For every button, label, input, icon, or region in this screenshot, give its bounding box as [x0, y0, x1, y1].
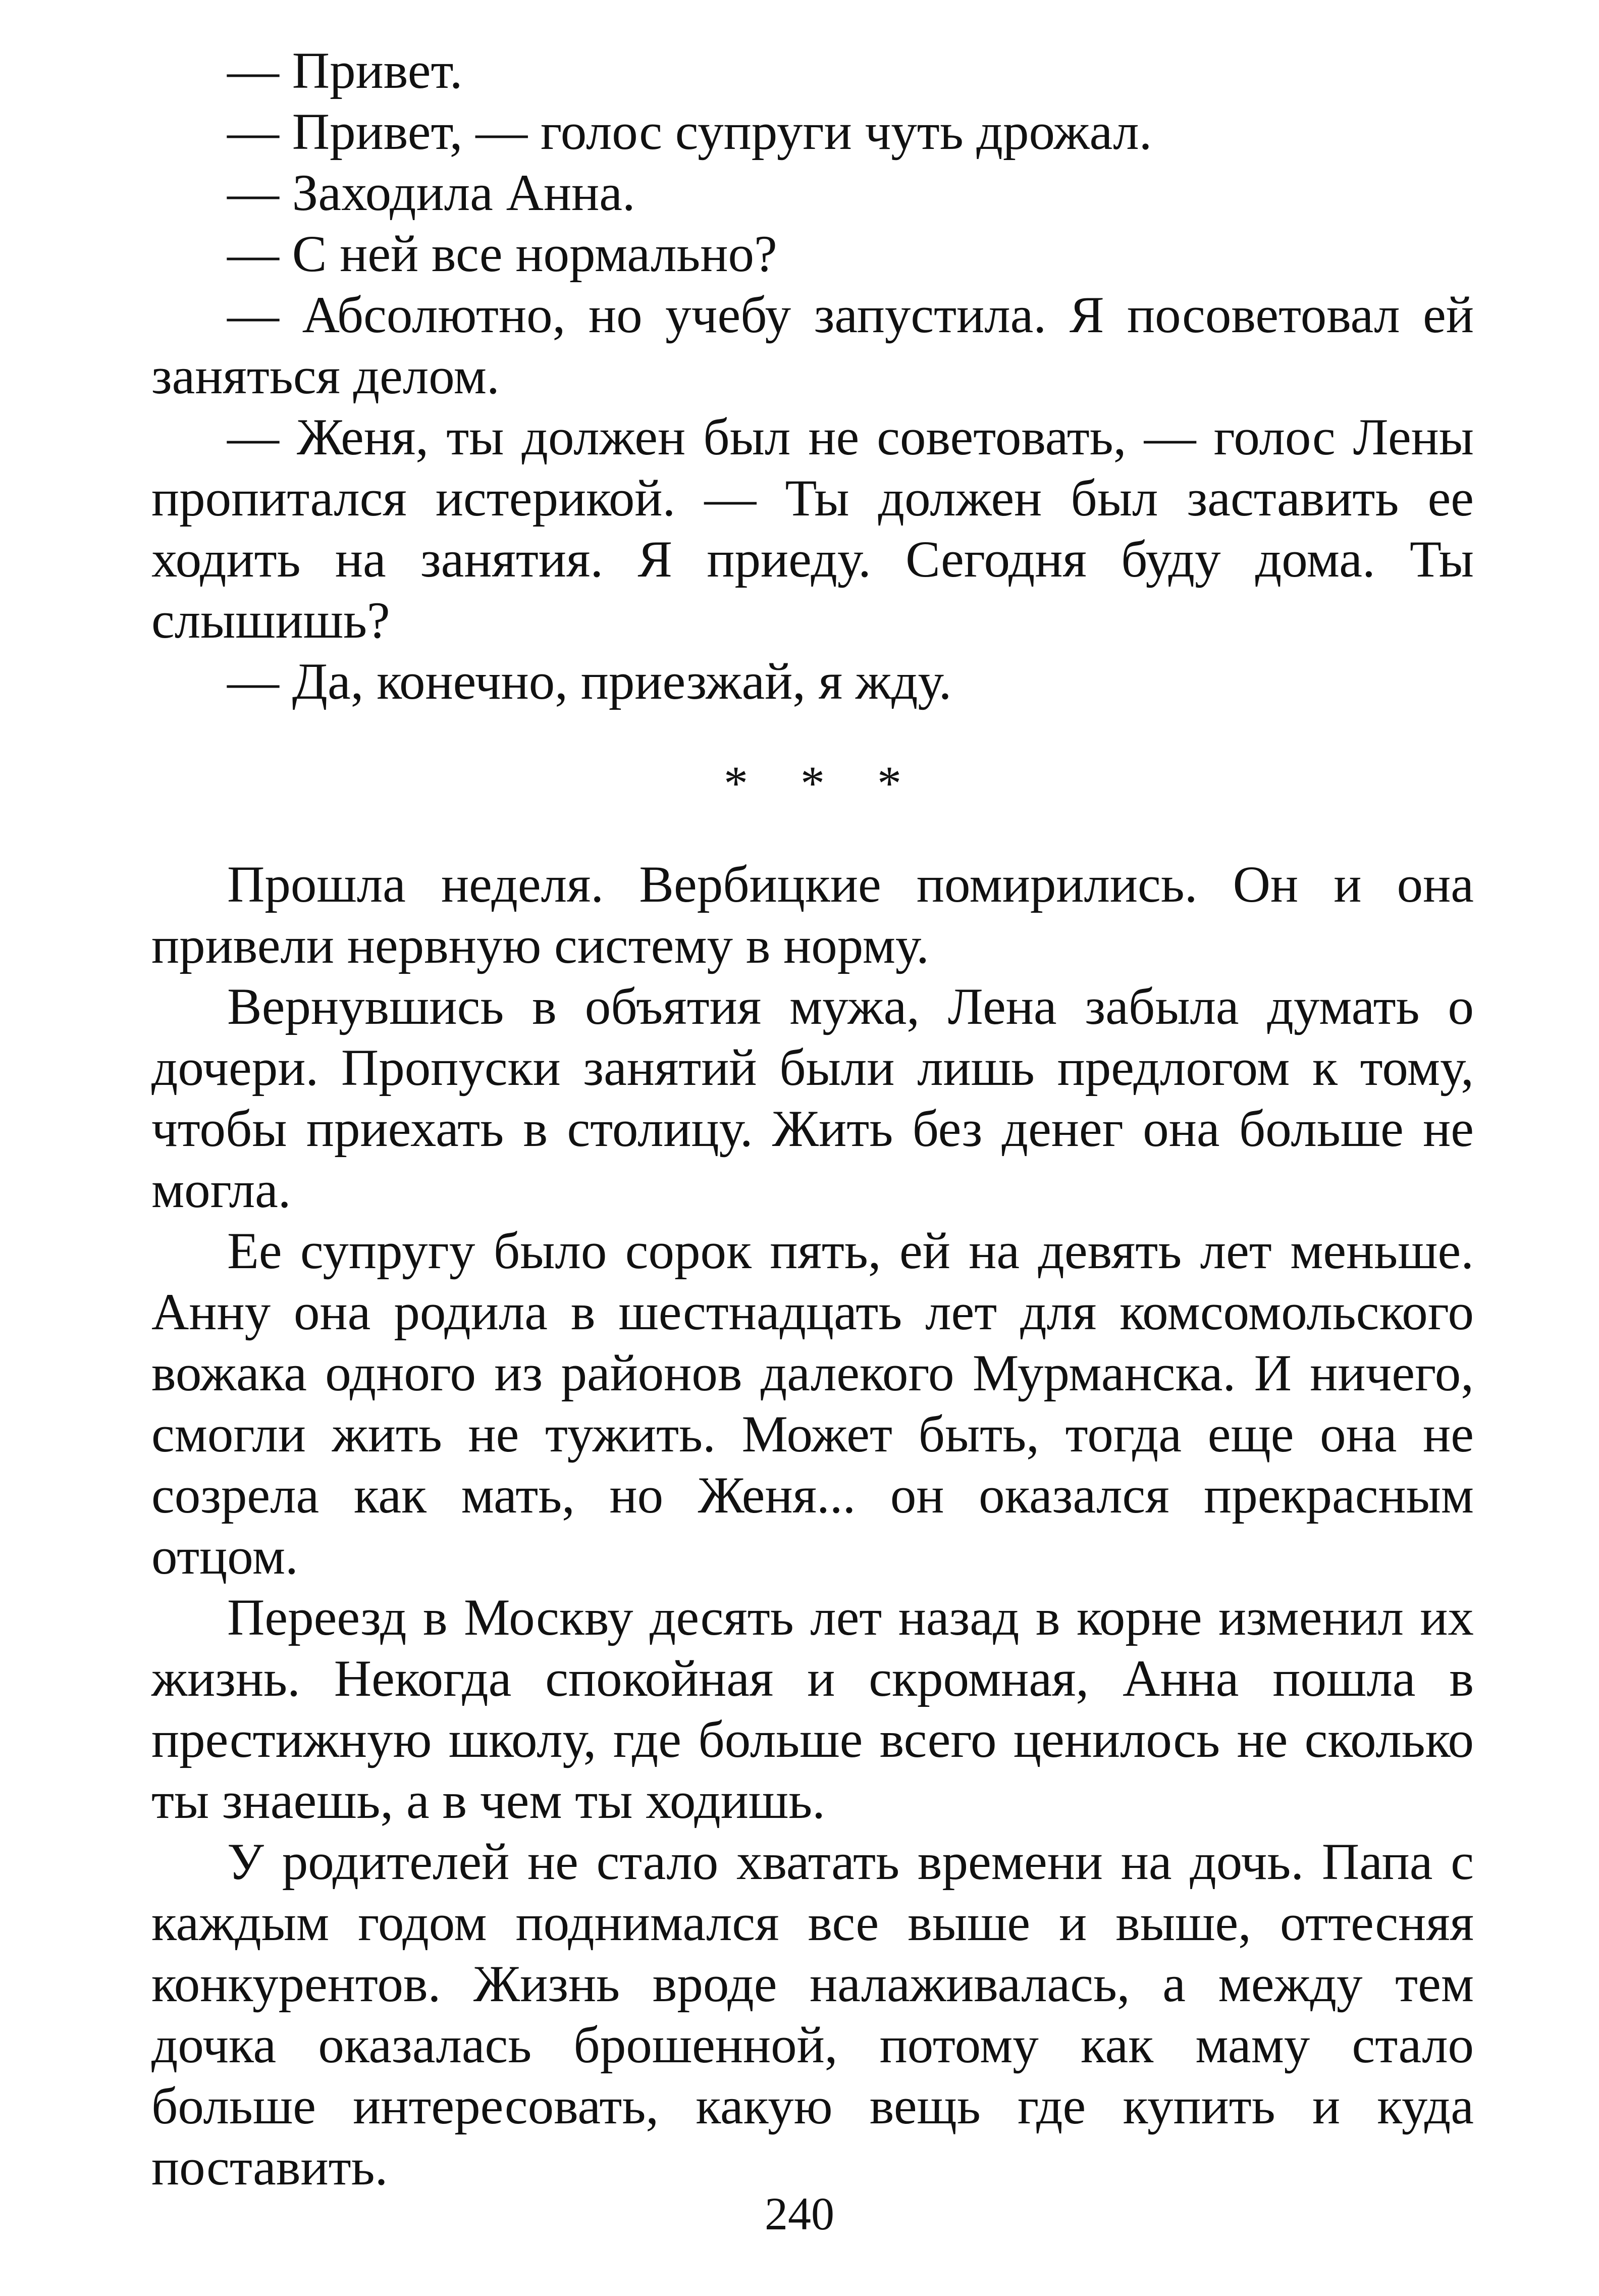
dialogue-line: — Абсолютно, но учебу запустила. Я посоветовал ей заняться делом. — [151, 286, 1474, 405]
page-number: 240 — [765, 2188, 834, 2239]
body-paragraph: У родителей не стало хватать времени на дочь. Папа с каждым годом поднимался все выше и выше, оттесняя конкурентов. Жизнь вроде налаживалась, а между тем дочка оказалась брошенной, потому как маму стало больше интересовать, какую вещь где купить и куда поставить. — [151, 1833, 1474, 2196]
dialogue-line: — С ней все нормально? — [227, 225, 777, 283]
dialogue-line: — Женя, ты должен был не советовать, — голос Лены пропитался истерикой. — Ты должен был заставить ее ходить на занятия. Я приеду. Сегодня буду дома. Ты слышишь? — [151, 408, 1474, 649]
dialogue-line: — Да, конечно, приезжай, я жду. — [227, 653, 952, 710]
section-separator: * * * — [724, 756, 922, 810]
body-paragraph: Вернувшись в объятия мужа, Лена забыла думать о дочери. Пропуски занятий были лишь предлогом к тому, чтобы приехать в столицу. Жить без денег она больше не могла. — [151, 978, 1474, 1219]
dialogue-line: — Заходила Анна. — [227, 164, 635, 222]
dialogue-line: — Привет, — голос супруги чуть дрожал. — [227, 103, 1152, 161]
book-page — [151, 40, 1474, 2198]
body-paragraph: Ее супругу было сорок пять, ей на девять лет меньше. Анну она родила в шестнадцать лет для комсомольского вожака одного из районов далекого Мурманска. И ничего, смогли жить не тужить. Может быть, тогда еще она не созрела как мать, но Женя... он оказался прекрасным отцом. — [151, 1222, 1474, 1585]
body-paragraph: Переезд в Москву десять лет назад в корне изменил их жизнь. Некогда спокойная и скромная, Анна пошла в престижную школу, где больше всего ценилось не сколько ты знаешь, а в чем ты ходишь. — [151, 1589, 1474, 1830]
body-paragraph: Прошла неделя. Вербицкие помирились. Он и она привели нервную систему в норму. — [151, 856, 1474, 974]
dialogue-line: — Привет. — [227, 42, 463, 99]
